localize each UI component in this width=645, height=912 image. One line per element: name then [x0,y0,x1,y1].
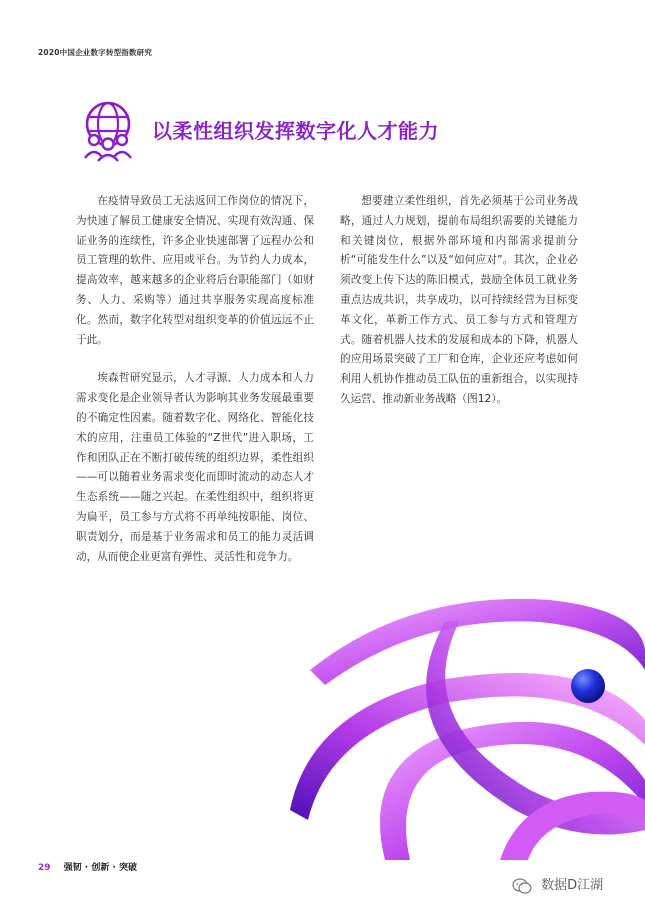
page-number: 29 [38,863,51,873]
page-footer [38,860,137,873]
running-header: 2020中国企业数字转型指数研究 [38,48,153,57]
left-column [76,192,314,586]
wechat-icon [512,878,532,894]
watermark [512,874,603,894]
ribbon-spiral-illustration [290,560,645,860]
paragraph: 埃森哲研究显示，人才寻源、人力成本和人力需求变化是企业领导者认为影响其业务发展最重要的不确定性因素。随着数字化、网络化、智能化技术的应用，注重员工体验的“Z世代”进入职场，工作和团队正在不断打破传统的组织边界，柔性组织——可以随着业务需求变化而即时流动的动态人才生态系统——随之兴起。在柔性组织中，组织将更为扁平，员工参与方式将不再单纯按职能、岗位、职责划分，而是基于业务需求和员工的能力灵活调动，从而使企业更富有弹性、灵活性和竞争力。 [76,372,314,563]
section-heading [78,100,598,164]
people-globe-icon [78,100,138,162]
watermark-text: 数据D江湖 [541,878,604,893]
right-column [340,192,578,429]
footer-tagline: 强韧 · 创新 · 突破 [63,863,138,873]
section-title: 以柔性组织发挥数字化人才能力 [152,119,439,143]
paragraph: 想要建立柔性组织，首先必须基于公司业务战略，通过人力规划，提前布局组织需要的关键能力和关键岗位，根据外部环境和内部需求提前分析“可能发生什么”以及“如何应对”。其次，企业必须改变上传下达的陈旧模式，鼓励全体员工就业务重点达成共识，共享成功，以可持续经营为目标变革文化，革新工作方式、员工参与方式和管理方式。随着机器人技术的发展和成本的下降，机器人的应用场景突破了工厂和仓库，企业还应考虑如何利用人机协作推动员工队伍的重新组合，以实现持久运营、推动新业务战略（图12）。 [340,195,578,405]
paragraph: 在疫情导致员工无法返回工作岗位的情况下，为快速了解员工健康安全情况、实现有效沟通、保证业务的连续性，许多企业快速部署了远程办公和员工管理的软件、应用或平台。为节约人力成本，提高效率，越来越多的企业将后台职能部门（如财务、人力、采购等）通过共享服务实现高度标准化。然而，数字化转型对组织变革的价值远远不止于此。 [76,195,314,346]
